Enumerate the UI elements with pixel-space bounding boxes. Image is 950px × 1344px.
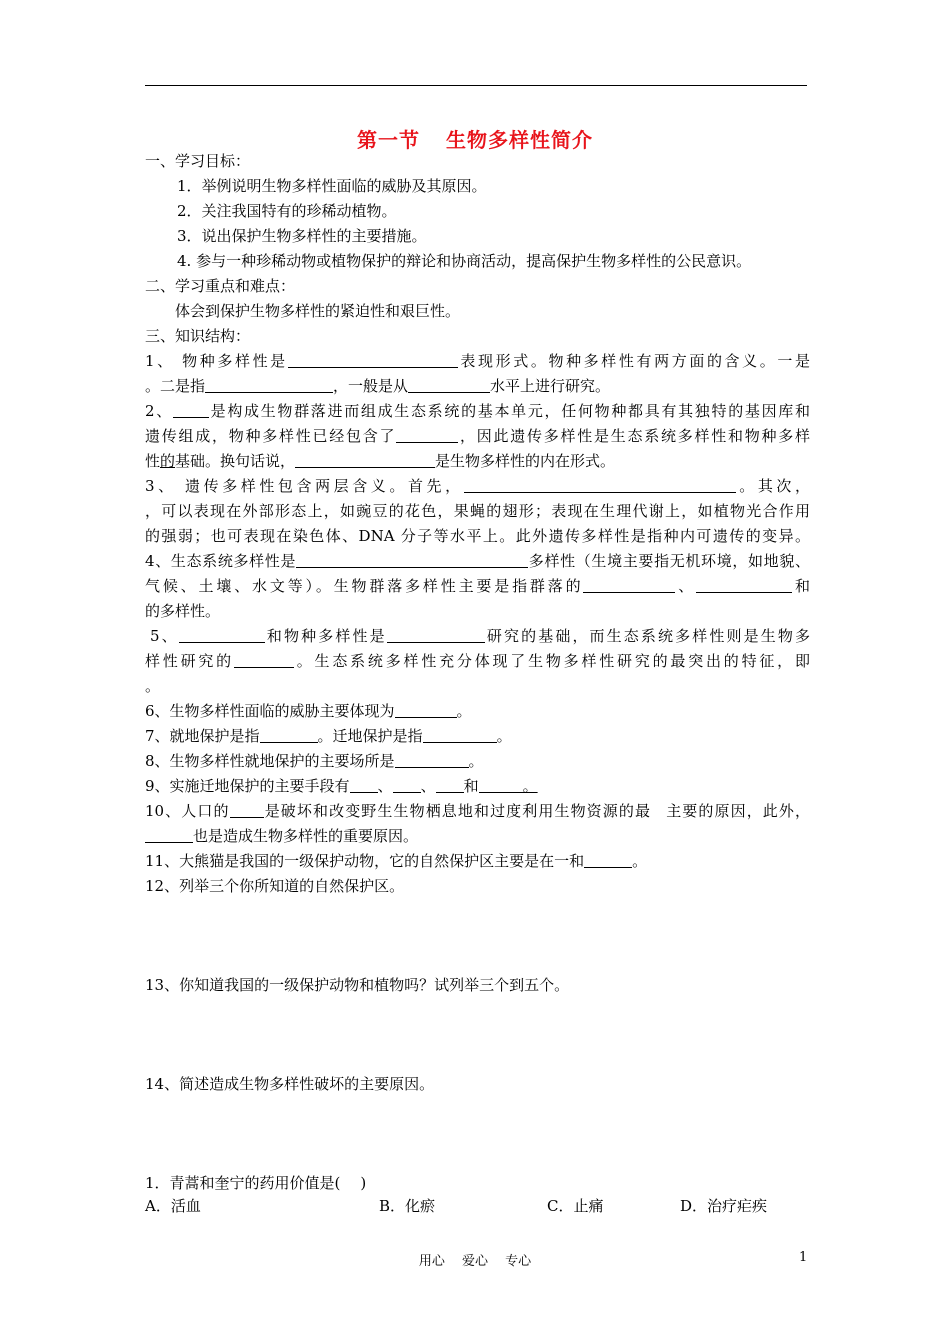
question-6: 6、生物多样性面临的威胁主要体现为 。 [145, 702, 472, 720]
answer-blank[interactable] [295, 452, 435, 468]
question-3-line3: 的强弱；也可表现在染色体、DNA 分子等水平上。此外遗传多样性是指种内可遗传的变异。 [145, 527, 810, 545]
mc-option-c[interactable]: C．止痛 [547, 1197, 604, 1215]
answer-blank[interactable] [145, 827, 193, 843]
mc-option-b[interactable]: B．化瘀 [379, 1197, 436, 1215]
mc-option-d[interactable]: D．治疗疟疾 [680, 1197, 768, 1215]
keypoints-text: 体会到保护生物多样性的紧迫性和艰巨性。 [175, 302, 461, 320]
question-14: 14、简述造成生物多样性破坏的主要原因。 [145, 1075, 435, 1093]
answer-blank[interactable] [179, 627, 265, 643]
header-rule [145, 85, 807, 86]
footer-slogan: 用心 爱心 专心 [418, 1254, 532, 1269]
question-1-line2: 。二是指 ，一般是从 水平上进行研究。 [145, 377, 611, 395]
question-2-line2: 遗传组成，物种多样性已经包含了 ，因此遗传多样性是生态系统多样性和物种多样 [145, 427, 810, 445]
answer-blank[interactable] [479, 777, 523, 793]
answer-blank[interactable] [696, 577, 792, 593]
question-13: 13、你知道我国的一级保护动物和植物吗？试列举三个到五个。 [145, 976, 570, 994]
answer-blank[interactable] [464, 477, 736, 493]
question-7: 7、就地保护是指 。迁地保护是指 。 [145, 727, 512, 745]
answer-blank[interactable] [296, 552, 528, 568]
answer-blank[interactable] [583, 577, 675, 593]
answer-blank[interactable] [205, 377, 333, 393]
answer-blank[interactable] [395, 752, 469, 768]
page-number: 1 [799, 1250, 808, 1265]
question-2-line3: 性的基础。换句话说， 是生物多样性的内在形式。 [145, 452, 616, 470]
question-5-line1: 5、 和物种多样性是 研究的基础，而生态系统多样性则是生物多 [150, 627, 810, 645]
question-5-line2: 样性研究的 。生态系统多样性充分体现了生物多样性研究的最突出的特征，即 [145, 652, 810, 670]
question-1-line1: 1、 物种多样性是 表现形式。物种多样性有两方面的含义。一是 [145, 352, 810, 370]
question-8: 8、生物多样性就地保护的主要场所是 。 [145, 752, 484, 770]
question-9: 9、实施迁地保护的主要手段有 、 、 和 。 [145, 777, 538, 795]
question-10-line2: 也是造成生物多样性的重要原因。 [145, 826, 810, 846]
answer-blank[interactable] [173, 402, 209, 418]
answer-blank[interactable] [387, 627, 485, 643]
answer-blank[interactable] [423, 727, 497, 743]
question-3-line2: ，可以表现在外部形态上，如豌豆的花色，果蝇的翅形；表现在生理代谢上，如植物光合作用 [145, 502, 810, 520]
question-4-line3: 的多样性。 [145, 602, 221, 620]
question-3-line1: 3、 遗传多样性包含两层含义。首先， 。其次， [145, 477, 810, 495]
question-2-line1: 2、 是构成生物群落进而组成生态系统的基本单元，任何物种都具有其独特的基因库和 [145, 402, 810, 420]
keypoints-heading: 二、学习重点和难点： [145, 277, 296, 295]
question-4-line1: 4、生态系统多样性是 多样性（生境主要指无机环境，如地貌、 [145, 552, 810, 570]
structure-heading: 三、知识结构： [145, 327, 251, 345]
objective-item: 2．关注我国特有的珍稀动植物。 [177, 202, 397, 220]
answer-blank[interactable] [230, 802, 264, 818]
answer-blank[interactable] [288, 352, 458, 368]
question-11: 11、大熊猫是我国的一级保护动物，它的自然保护区主要是在一和 。 [145, 852, 648, 870]
answer-blank[interactable] [436, 777, 464, 793]
mc-option-a[interactable]: A．活血 [145, 1197, 201, 1215]
mc-question-stem: 1．青蒿和奎宁的药用价值是( ) [145, 1174, 367, 1192]
answer-blank[interactable] [408, 377, 490, 393]
question-10-line1: 10、人口的 是破坏和改变野生生物栖息地和过度利用生物资源的最 主要的原因，此外， [145, 802, 810, 820]
answer-blank[interactable] [395, 702, 457, 718]
question-12: 12、列举三个你所知道的自然保护区。 [145, 877, 405, 895]
objective-item: 4. 参与一种珍稀动物或植物保护的辩论和协商活动，提高保护生物多样性的公民意识。 [177, 252, 752, 270]
objective-item: 3．说出保护生物多样性的主要措施。 [177, 227, 427, 245]
answer-blank[interactable] [234, 652, 294, 668]
question-5-line3: 。 [145, 677, 161, 695]
objective-item: 1．举例说明生物多样性面临的威胁及其原因。 [177, 177, 487, 195]
question-4-line2: 气候、土壤、水文等）。生物群落多样性主要是指群落的 、 和 [145, 577, 810, 595]
answer-blank[interactable] [396, 427, 458, 443]
answer-blank[interactable] [584, 852, 632, 868]
answer-blank[interactable] [350, 777, 378, 793]
objectives-heading: 一、学习目标： [145, 152, 251, 170]
answer-blank[interactable] [260, 727, 318, 743]
page-title: 第一节 生物多样性简介 [357, 128, 593, 152]
answer-blank[interactable] [393, 777, 421, 793]
